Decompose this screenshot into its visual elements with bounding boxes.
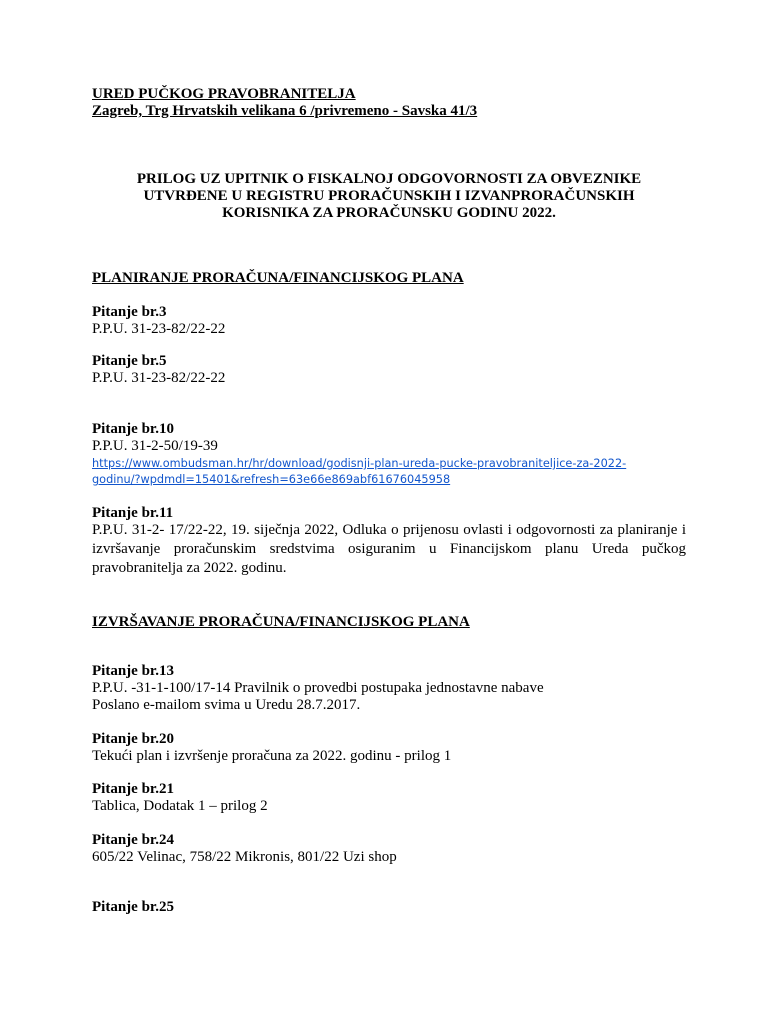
question-label: Pitanje br.11 bbox=[92, 505, 174, 521]
question-11 bbox=[92, 505, 686, 522]
question-answer-paragraph: P.P.U. 31-2- 17/22-22, 19. siječnja 2022, Odluka o prijenosu ovlasti i odgovornosti za planiranje i izvršavanje proračunskim sredstvima osiguranim u Financijskom planu Ureda pučkog pravobranitelja za 2022. godinu. bbox=[92, 522, 686, 576]
link-line-1[interactable]: https://www.ombudsman.hr/hr/download/godisnji-plan-ureda-pucke-pravobraniteljice-za-2022- bbox=[92, 457, 627, 470]
organization-address: Zagreb, Trg Hrvatskih velikana 6 /privremeno - Savska 41/3 bbox=[92, 103, 478, 119]
question-21 bbox=[92, 781, 686, 815]
question-answer: 605/22 Velinac, 758/22 Mikronis, 801/22 Uzi shop bbox=[92, 849, 397, 865]
question-label: Pitanje br.13 bbox=[92, 663, 174, 679]
question-label: Pitanje br.25 bbox=[92, 899, 174, 915]
link-line-2[interactable]: godinu/?wpdmdl=15401&refresh=63e66e869abf61676045958 bbox=[92, 473, 451, 486]
question-answer: P.P.U. 31-2-50/19-39 bbox=[92, 438, 218, 454]
question-label: Pitanje br.10 bbox=[92, 421, 174, 437]
document-title bbox=[100, 171, 678, 222]
plan-download-link[interactable] bbox=[92, 456, 692, 488]
question-20 bbox=[92, 731, 686, 765]
section-heading-planning: PLANIRANJE PRORAČUNA/FINANCIJSKOG PLANA bbox=[92, 270, 464, 286]
title-line-2: UTVRĐENE U REGISTRU PRORAČUNSKIH I IZVANPRORAČUNSKIH bbox=[143, 188, 635, 204]
question-answer-line-1: P.P.U. -31-1-100/17-14 Pravilnik o provedbi postupaka jednostavne nabave bbox=[92, 680, 544, 696]
question-13 bbox=[92, 663, 686, 714]
question-24 bbox=[92, 832, 686, 866]
question-25 bbox=[92, 899, 686, 916]
question-label: Pitanje br.20 bbox=[92, 731, 174, 747]
question-answer: P.P.U. 31-23-82/22-22 bbox=[92, 370, 226, 386]
question-answer-line-2: Poslano e-mailom svima u Uredu 28.7.2017. bbox=[92, 697, 361, 713]
title-line-1: PRILOG UZ UPITNIK O FISKALNOJ ODGOVORNOSTI ZA OBVEZNIKE bbox=[136, 171, 642, 187]
question-3 bbox=[92, 304, 686, 338]
question-answer: P.P.U. 31-23-82/22-22 bbox=[92, 321, 226, 337]
title-line-3: KORISNIKA ZA PRORAČUNSKU GODINU 2022. bbox=[222, 205, 556, 221]
document-header bbox=[92, 86, 686, 120]
question-label: Pitanje br.21 bbox=[92, 781, 174, 797]
question-label: Pitanje br.24 bbox=[92, 832, 174, 848]
question-label: Pitanje br.5 bbox=[92, 353, 167, 369]
question-label: Pitanje br.3 bbox=[92, 304, 167, 320]
section-heading-execution: IZVRŠAVANJE PRORAČUNA/FINANCIJSKOG PLANA bbox=[92, 614, 470, 630]
question-answer: Tablica, Dodatak 1 – prilog 2 bbox=[92, 798, 268, 814]
question-10 bbox=[92, 421, 686, 455]
question-answer: Tekući plan i izvršenje proračuna za 2022. godinu - prilog 1 bbox=[92, 748, 452, 764]
organization-name: URED PUČKOG PRAVOBRANITELJA bbox=[92, 86, 356, 102]
question-5 bbox=[92, 353, 686, 387]
